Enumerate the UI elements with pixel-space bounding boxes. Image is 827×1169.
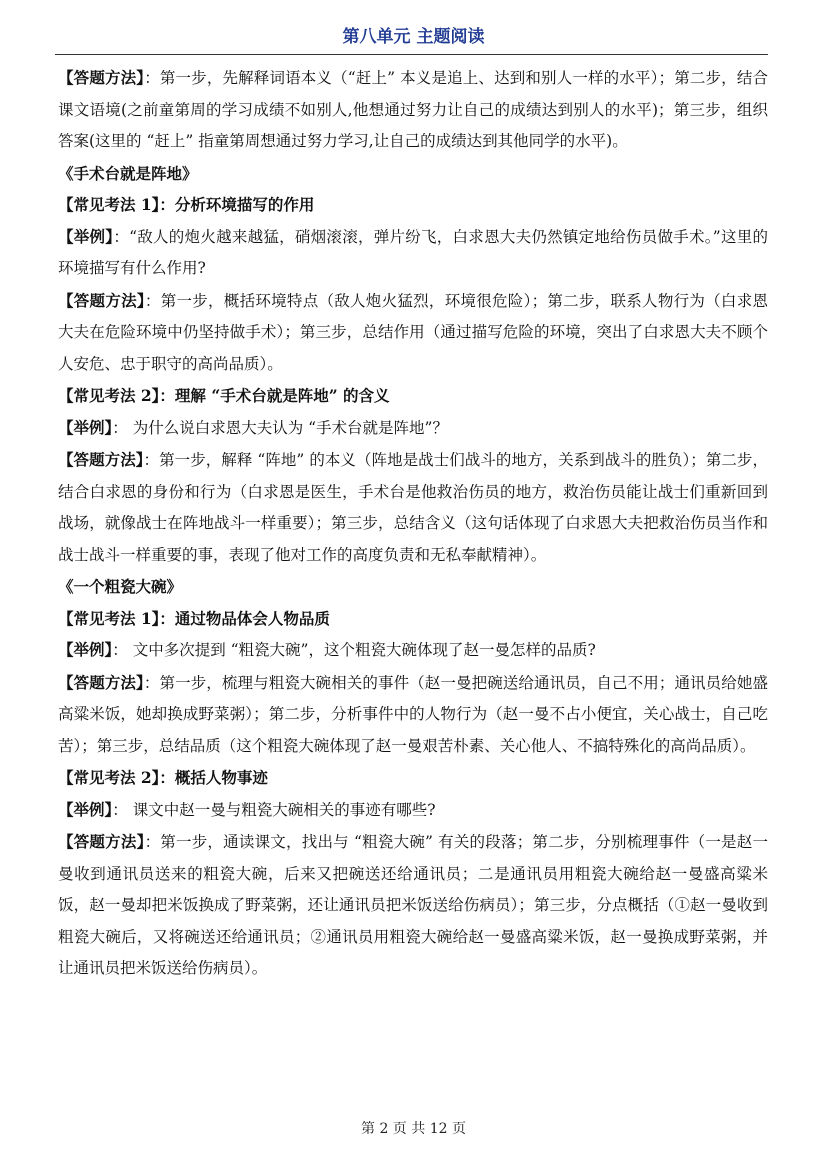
text: ：第一步，概括环境特点（敌人炮火猛烈，环境很危险）；第二步，联系人物行为（白求恩大夫在危险环境中仍坚持做手术）；第三步，总结作用（通过描写危险的环境，突出了白求恩大夫不顾个人安危、忠于职守的高尚品质）。 [58,291,768,373]
header-divider [55,54,768,55]
exam-type-heading: 【常见考法 2】：理解 “手术台就是阵地” 的含义 [58,386,390,405]
section-title: 《手术台就是阵地》 [58,163,198,183]
answer-method-paragraph [58,285,768,381]
label: 【举例】 [58,799,113,819]
label: 【举例】 [58,640,113,659]
exam-type-heading: 【常见考法 2】：概括人物事迹 [58,768,268,787]
answer-method-paragraph [58,444,768,571]
example-paragraph [58,634,768,667]
exam-type-heading: 【常见考法 1】：通过物品体会人物品质 [58,608,330,628]
example-paragraph [58,412,768,445]
page-number: 第 2 页 共 12 页 [361,1121,466,1137]
text: ：第一步，通读课文，找出与 “粗瓷大碗” 有关的段落；第二步，分别梳理事件（一是赵一曼收到通讯员送来的粗瓷大碗，后来又把碗送还给通讯员；二是通讯员用粗瓷大碗给赵一曼盛高粱米饭，赵一曼却把米饭换成了野菜粥，还让通讯员把米饭送给伤病员）；第三步，分点概括（①赵一曼收到粗瓷大碗后，又将碗送还给通讯员；②通讯员用粗瓷大碗给赵一曼盛高粱米饭，赵一曼换成野菜粥，并让通讯员把米饭送给伤病员）。 [58,833,768,977]
text: ：第一步，梳理与粗瓷大碗相关的事件（赵一曼把碗送给通讯员，自己不用；通讯员给她盛高粱米饭，她却换成野菜粥）；第二步，分析事件中的人物行为（赵一曼不占小便宜，关心战士，自己吃苦）；第三步，总结品质（这个粗瓷大碗体现了赵一曼艰苦朴素、关心他人、不搞特殊化的高尚品质）。 [58,673,768,755]
page-header-title: 第八单元 主题阅读 [342,27,485,47]
example-paragraph [58,221,768,285]
answer-method-paragraph [58,667,768,763]
label: 【答题方法】 [58,672,144,692]
label: 【举例】 [58,226,114,246]
label: 【举例】 [58,417,113,437]
label: 【答题方法】 [58,450,144,469]
label: 【答题方法】 [58,832,145,851]
text: ：第一步，先解释词语本义（“赶上” 本义是追上、达到和别人一样的水平）；第二步，结合课文语境(之前童第周的学习成绩不如别人,他想通过努力让自己的成绩达到别人的水平)；第三步，组织答案(这里的 “赶上” 指童第周想通过努力学习,让自己的成绩达到其他同学的水平)。 [58,69,768,150]
label: 【答题方法】 [58,68,145,87]
text: ：第一步，解释 “阵地” 的本义（阵地是战士们战斗的地方，关系到战斗的胜负）；第二步，结合白求恩的身份和行为（白求恩是医生，手术台是他救治伤员的地方，救治伤员能让战士们重新回到战场，就像战士在阵地战斗一样重要）；第三步，总结含义（这句话体现了白求恩大夫把救治伤员当作和战士战斗一样重要的事，表现了他对工作的高度负责和无私奉献精神）。 [58,451,768,564]
section-title: 《一个粗瓷大碗》 [58,577,183,596]
answer-method-paragraph [58,62,768,158]
text: ：“敌人的炮火越来越猛，硝烟滚滚，弹片纷飞，白求恩大夫仍然镇定地给伤员做手术。”这里的环境描写有什么作用? [58,227,768,277]
exam-type-heading: 【常见考法 1】：分析环境描写的作用 [58,195,315,214]
document-body [58,62,768,985]
text: ： 为什么说白求恩大夫认为 “手术台就是阵地”？ [112,418,448,437]
label: 【答题方法】 [58,290,145,310]
text: ： 文中多次提到 “粗瓷大碗”，这个粗瓷大碗体现了赵一曼怎样的品质? [112,641,596,659]
example-paragraph [58,794,768,827]
text: ： 课文中赵一曼与粗瓷大碗相关的事迹有哪些? [112,800,436,819]
answer-method-paragraph [58,826,768,985]
